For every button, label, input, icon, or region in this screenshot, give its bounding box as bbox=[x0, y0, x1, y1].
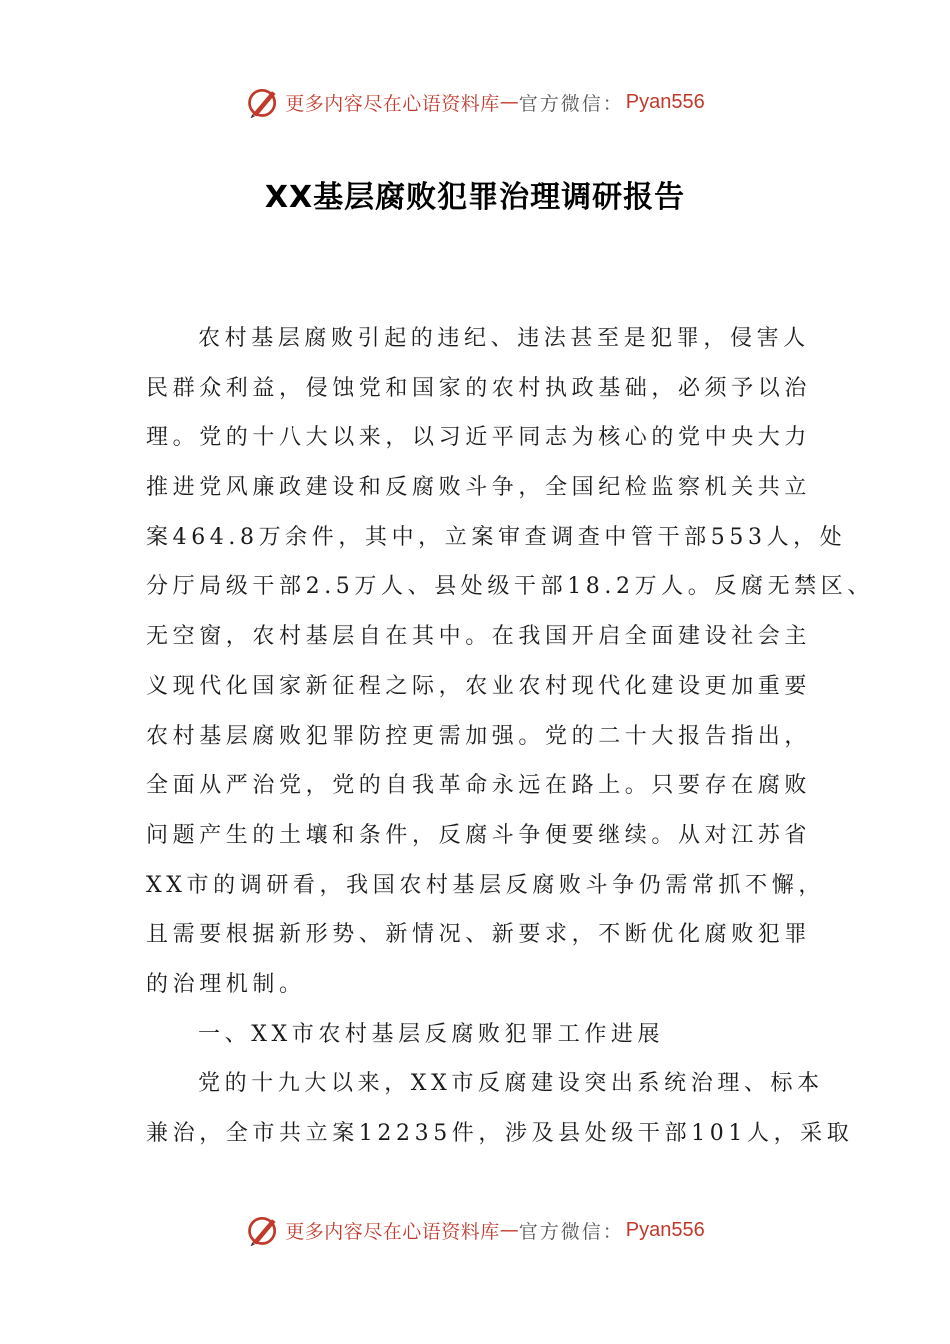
banner-text: 更多内容尽在心语资料库 bbox=[285, 92, 500, 115]
body-text-line: 兼治，全市共立案12235件，涉及县处级干部101人，采取 bbox=[146, 1121, 854, 1146]
document-body bbox=[146, 314, 874, 1159]
body-text-line: 分厅局级干部2.5万人、县处级干部18.2万人。反腐无禁区、 bbox=[146, 574, 874, 600]
banner-wechat-id: Pyan556 bbox=[625, 90, 705, 113]
banner-official-label: 官方微信： bbox=[518, 1220, 624, 1243]
body-text-line: 的治理机制。 bbox=[146, 971, 306, 997]
body-text-line: 全面从严治党，党的自我革命永远在路上。只要存在腐败 bbox=[146, 773, 812, 799]
body-text-line: 问题产生的土壤和条件，反腐斗争便要继续。从对江苏省 bbox=[146, 822, 812, 848]
body-text-line: 农村基层腐败引起的违纪、违法甚至是犯罪，侵害人 bbox=[198, 326, 810, 351]
body-text-line: 且需要根据新形势、新情况、新要求，不断优化腐败犯罪 bbox=[146, 922, 812, 948]
banner-text: 更多内容尽在心语资料库 bbox=[285, 1220, 500, 1243]
body-text-line: 无空窗，农村基层自在其中。在我国开启全面建设社会主 bbox=[146, 624, 812, 650]
body-text-line: 党的十九大以来，XX市反腐建设突出系统治理、标本 bbox=[198, 1071, 824, 1097]
pen-logo-icon bbox=[245, 1212, 281, 1248]
document-title: XX基层腐败犯罪治理调研报告 bbox=[264, 180, 686, 215]
banner-dash: — bbox=[499, 1219, 519, 1241]
body-text-line: 推进党风廉政建设和反腐败斗争，全国纪检监察机关共立 bbox=[146, 475, 812, 501]
footer-watermark-banner bbox=[0, 1210, 950, 1250]
banner-wechat-id: Pyan556 bbox=[625, 1218, 705, 1241]
header-watermark-banner bbox=[0, 82, 950, 122]
body-text-line: 案464.8万余件，其中，立案审查调查中管干部553人，处 bbox=[146, 524, 847, 550]
banner-official-label: 官方微信： bbox=[518, 92, 624, 115]
body-text-line: 理。党的十八大以来，以习近平同志为核心的党中央大力 bbox=[146, 425, 812, 451]
banner-dash: — bbox=[499, 91, 519, 113]
body-text-line: 农村基层腐败犯罪防控更需加强。党的二十大报告指出， bbox=[146, 723, 812, 749]
body-text-line: XX市的调研看，我国农村基层反腐败斗争仍需常抓不懈， bbox=[146, 872, 825, 898]
body-text-line: 民群众利益，侵蚀党和国家的农村执政基础，必须予以治 bbox=[146, 375, 812, 401]
body-text-line: 义现代化国家新征程之际，农业农村现代化建设更加重要 bbox=[146, 673, 812, 699]
body-text-line: 一、XX市农村基层反腐败犯罪工作进展 bbox=[198, 1021, 665, 1047]
pen-logo-icon bbox=[245, 84, 281, 120]
